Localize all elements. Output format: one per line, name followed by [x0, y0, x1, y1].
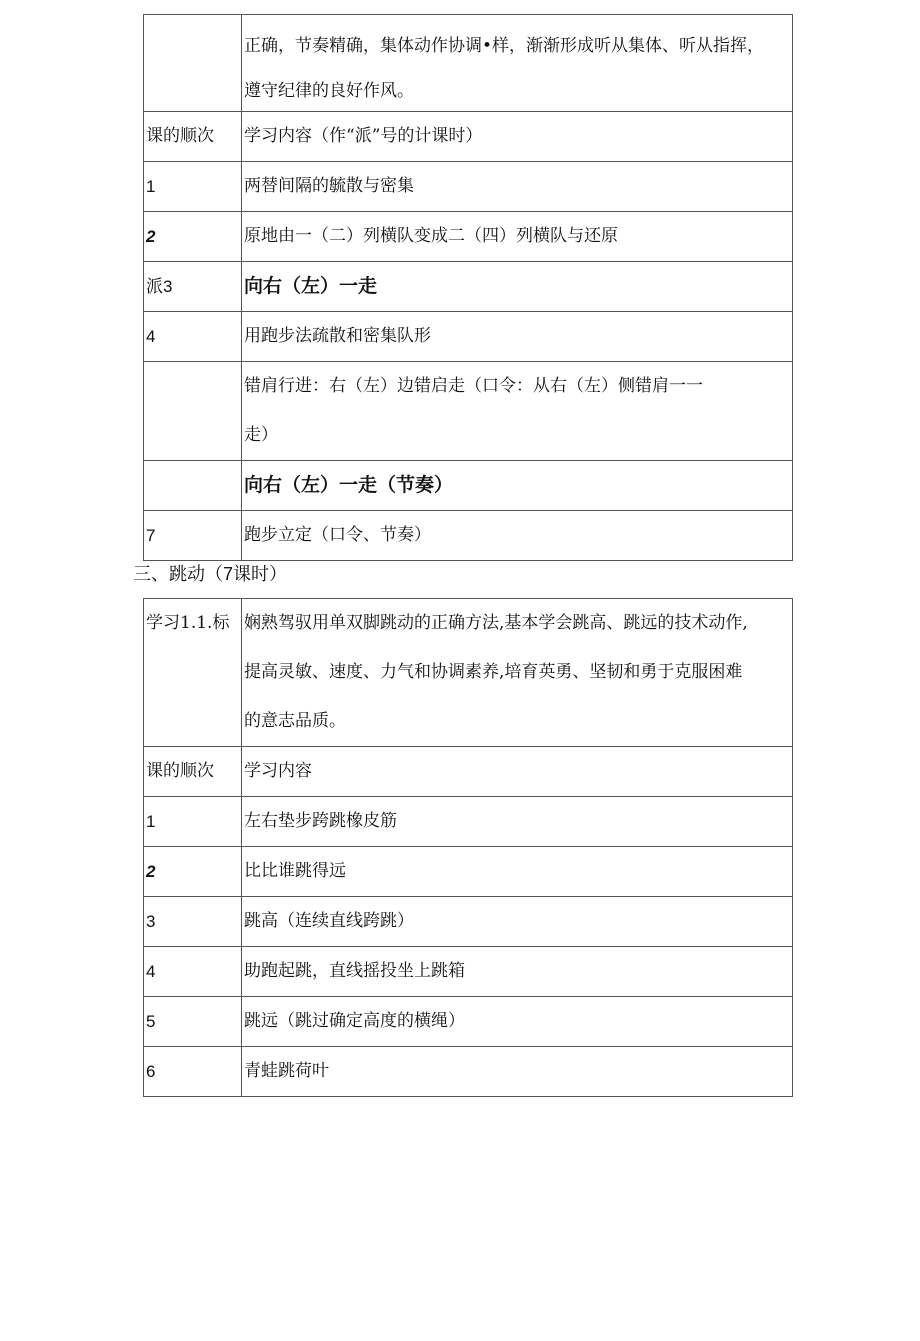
content-cell	[242, 362, 793, 461]
order-cell: 4	[144, 947, 242, 997]
order-cell	[144, 461, 242, 511]
table-row	[144, 15, 793, 112]
order-header: 课的顺次	[144, 112, 242, 162]
content-header: 学习内容	[242, 747, 793, 797]
order-cell: 2	[144, 847, 242, 897]
order-cell: 7	[144, 511, 242, 561]
table-row	[144, 262, 793, 312]
order-cell: 2	[144, 212, 242, 262]
table-row	[144, 947, 793, 997]
jumping-lessons-table	[143, 598, 793, 1097]
table-row	[144, 511, 793, 561]
table-row	[144, 461, 793, 511]
table-row	[144, 997, 793, 1047]
order-cell	[144, 362, 242, 461]
table-row	[144, 212, 793, 262]
goal-line: 的意志品质。	[244, 711, 346, 731]
content-cell: 青蛙跳荷叶	[242, 1047, 793, 1097]
content-cell: 助跑起跳，直线摇投坐上跳箱	[242, 947, 793, 997]
order-cell: 1	[144, 797, 242, 847]
content-cell: 向右（左）一走（节奏）	[242, 461, 793, 511]
content-cell: 跑步立定（口令、节奏）	[242, 511, 793, 561]
order-cell: 4	[144, 312, 242, 362]
goal-line: 娴熟驾驭用单双脚跳动的正确方法,基本学会跳高、跳远的技术动作,	[244, 613, 748, 633]
order-cell: 1	[144, 162, 242, 212]
table-row	[144, 1047, 793, 1097]
section-heading: 三、跳动（7课时）	[133, 564, 288, 584]
table-row	[144, 797, 793, 847]
content-line: 走）	[244, 425, 278, 445]
table-row	[144, 847, 793, 897]
content-cell: 用跑步法疏散和密集队形	[242, 312, 793, 362]
goal-line: 正确，节奏精确，集体动作协调•样，渐渐形成听从集体、听从指挥，	[244, 36, 765, 56]
content-cell: 比比谁跳得远	[242, 847, 793, 897]
content-cell: 跳远（跳过确定高度的横绳）	[242, 997, 793, 1047]
content-cell: 跳高（连续直线跨跳）	[242, 897, 793, 947]
goal-line: 提高灵敏、速度、力气和协调素养,培育英勇、坚韧和勇于克服困难	[244, 662, 743, 682]
content-cell: 原地由一（二）列横队变成二（四）列横队与还原	[242, 212, 793, 262]
order-cell: 3	[144, 897, 242, 947]
goal-line: 遵守纪律的良好作风。	[244, 81, 414, 101]
content-cell: 向右（左）一走	[242, 262, 793, 312]
table-row	[144, 362, 793, 461]
formation-lessons-table	[143, 14, 793, 561]
goal-label: 学习1.1.标	[144, 599, 242, 747]
goal-text	[242, 599, 793, 747]
goal-text	[242, 15, 793, 112]
table-row	[144, 599, 793, 747]
order-header: 课的顺次	[144, 747, 242, 797]
table-header-row	[144, 747, 793, 797]
empty-cell	[144, 15, 242, 112]
content-line: 错肩行进：右（左）边错启走（口令：从右（左）侧错肩一一	[244, 376, 703, 396]
order-cell: 6	[144, 1047, 242, 1097]
content-cell: 两替间隔的毓散与密集	[242, 162, 793, 212]
table-row	[144, 312, 793, 362]
content-cell: 左右垫步跨跳橡皮筋	[242, 797, 793, 847]
order-cell: 5	[144, 997, 242, 1047]
table-row	[144, 897, 793, 947]
order-cell: 派3	[144, 262, 242, 312]
table-header-row	[144, 112, 793, 162]
content-header: 学习内容（作“派”号的计课时）	[242, 112, 793, 162]
table-row	[144, 162, 793, 212]
